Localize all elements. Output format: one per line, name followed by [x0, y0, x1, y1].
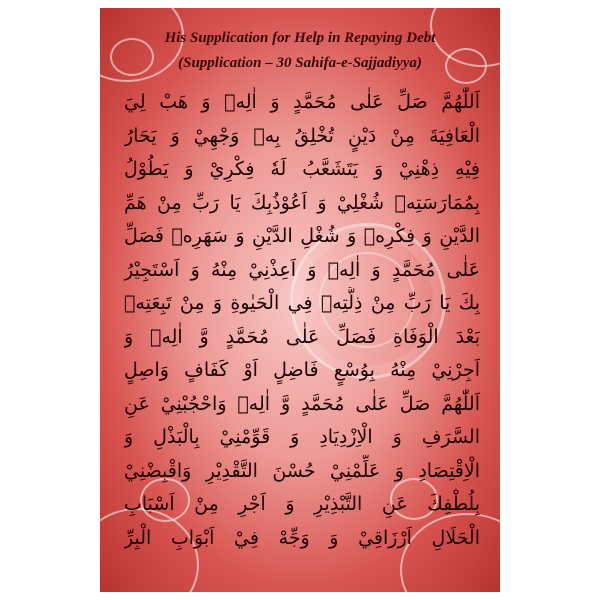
page-title: His Supplication for Help in Repaying Debt — [164, 30, 436, 46]
supplication-card — [100, 8, 500, 592]
text-line: الْاِقْتِصَادِ وَ عَلِّمْنِيْ حُسْنَ التَّقْدِيْرِ وَاقْبِضْنِيْ — [124, 459, 480, 482]
text-line: اَللّٰهُمَّ صَلِّ عَلٰى مُحَمَّدٍ وَّ اٰلِهٖ وَاحْجُبْنِيْ عَنِ — [124, 392, 480, 415]
text-line: بِلُطْفِكَ عَنِ التَّبْذِيْرِ وَ اَجْرِ مِنْ اَسْبَابِ — [124, 493, 480, 515]
text-line: عَلٰى مُحَمَّدٍ وَ اٰلِهٖ وَ اَعِذْنِيْ مِنْهُ وَ اَسْتَجِيْرُ — [124, 258, 480, 281]
text-line: اَجِرْنِيْ مِنْهُ بِوُسْعٍ فَاضِلٍ اَوْ كَفَافٍ وَاصِلٍ — [124, 359, 480, 381]
text-line: الدَّيْنِ وَ فِكْرِهٖ وَ شُغْلِ الدَّيْنِ وَ سَهَرِهٖ فَصَلِّ — [124, 225, 480, 247]
supplication-text — [124, 86, 480, 555]
text-line: اَللّٰهُمَّ صَلِّ عَلٰى مُحَمَّدٍ وَ اٰلِهٖ وَ هَبْ لِيَ — [124, 91, 480, 113]
text-line: الْعَافِيَةَ مِنْ دَيْنٍ تُخْلِقُ بِهٖ وَجْهِيْ وَ يَحَارُ — [124, 124, 480, 147]
text-line: السَّرَفِ وَ الْاِزْدِيَادِ وَ قَوِّمْنِيْ بِالْبَذْلِ وَ — [124, 426, 480, 448]
text-line: بَعْدَ الْوَفَاةِ فَصَلِّ عَلٰى مُحَمَّدٍ وَّ اٰلِهٖ وَ — [124, 325, 480, 348]
page-subtitle: (Supplication – 30 Sahifa-e-Sajjadiyya) — [178, 55, 422, 71]
text-line: الْحَلَالِ اَرْزَاقِيْ وَ وَجِّهْ فِيْ اَبْوَابِ الْبِرِّ — [124, 526, 480, 549]
text-line: بِكَ يَا رَبِّ مِنْ ذِلَّتِهٖ فِي الْحَيٰوةِ وَ مِنْ تَبِعَتِهٖ — [124, 292, 480, 314]
text-line: بِمُمَارَسَتِهٖ شُغْلِيْ وَ اَعُوْذُبِكَ يَا رَبِّ مِنْ هَمِّ — [124, 191, 480, 214]
text-line: فِيْهِ ذِهْنِيْ وَ يَتَشَعَّبُ لَهٗ فِكْرِيْ وَ يَطُوْلُ — [124, 158, 480, 180]
